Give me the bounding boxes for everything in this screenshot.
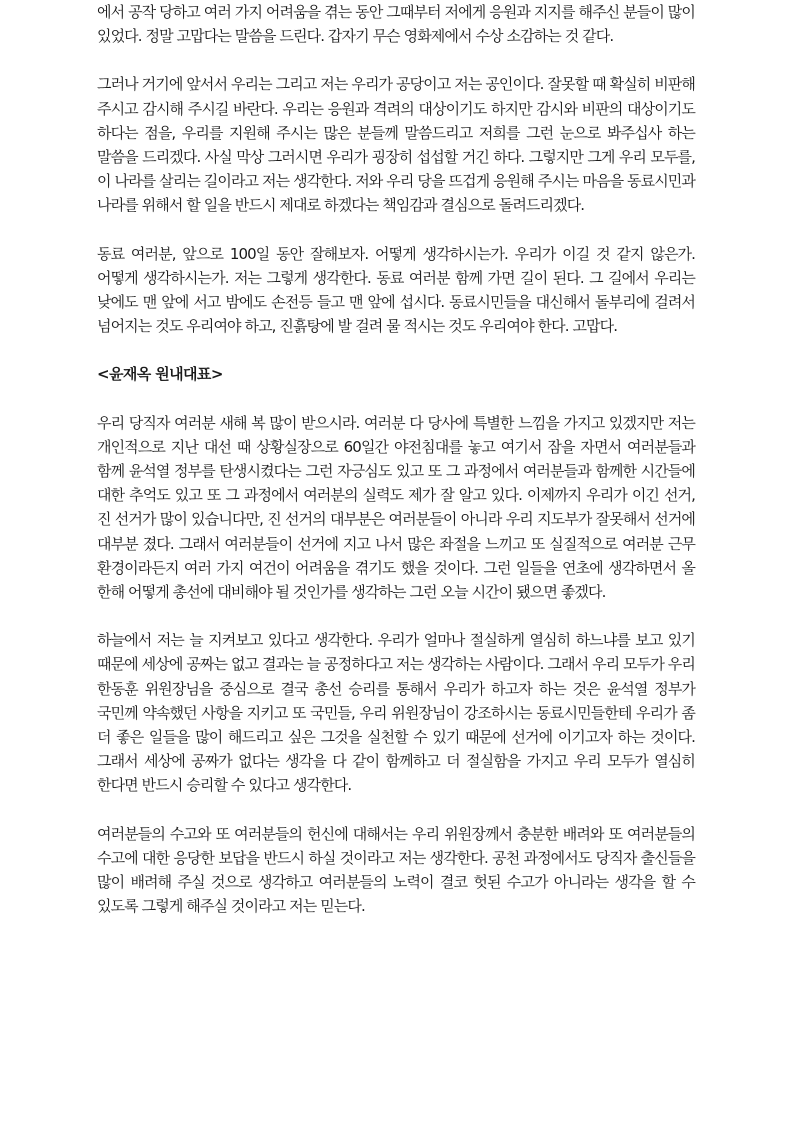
speaker-heading: <윤재옥 원내대표> (97, 365, 223, 384)
paragraph-2: 그러나 거기에 앞서서 우리는 그리고 저는 우리가 공당이고 저는 공인이다. 잘못할 때 확실히 비판해 주시고 감시해 주시길 바란다. 우리는 응원과 격려의 대상이기도 하지만 감시와 비판의 대상이기도 하다는 점을, 우리를 지원해 주시는 많은 분들께 말씀드리고 저희를 그런 눈으로 봐주십사 하는 말씀을 드리겠다. 사실 막상 그러시면 우리가 굉장히 섭섭할 거긴 하다. 그렇지만 그게 우리 모두를, 이 나라를 살리는 길이라고 저는 생각한다. 저와 우리 당을 뜨겁게 응원해 주시는 마음을 동료시민과 나라를 위해서 할 일을 반드시 제대로 하겠다는 책임감과 결심으로 돌려드리겠다. (97, 75, 695, 215)
paragraph-1: 에서 공작 당하고 여러 가지 어려움을 겪는 동안 그때부터 저에게 응원과 지지를 해주신 분들이 많이 있었다. 정말 고맙다는 말씀을 드린다. 갑자기 무슨 영화제에서 수상 소감하는 것 같다. (97, 3, 695, 46)
paragraph-3: 동료 여러분, 앞으로 100일 동안 잘해보자. 어떻게 생각하시는가. 우리가 이길 것 같지 않은가. 어떻게 생각하시는가. 저는 그렇게 생각한다. 동료 여러분 함께 가면 길이 된다. 그 길에서 우리는 낮에도 맨 앞에 서고 밤에도 손전등 들고 맨 앞에 섭시다. 동료시민들을 대신해서 돌부리에 걸려서 넘어지는 것도 우리여야 하고, 진흙탕에 발 걸려 물 적시는 것도 우리여야 한다. 고맙다. (97, 244, 695, 336)
document-page (97, 0, 695, 943)
paragraph-5: 하늘에서 저는 늘 지켜보고 있다고 생각한다. 우리가 얼마나 절실하게 열심히 하느냐를 보고 있기 때문에 세상에 공짜는 없고 결과는 늘 공정하다고 저는 생각하는 사람이다. 그래서 우리 모두가 우리 한동훈 위원장님을 중심으로 결국 총선 승리를 통해서 우리가 하고자 하는 것은 윤석열 정부가 국민께 약속했던 사항을 지키고 또 국민들, 우리 위원장님이 강조하시는 동료시민들한테 우리가 좀 더 좋은 일들을 많이 해드리고 싶은 그것을 실천할 수 있기 때문에 선거에 이기고자 하는 것이다. 그래서 세상에 공짜가 없다는 생각을 다 같이 함께하고 더 절실함을 가지고 우리 모두가 열심히 한다면 반드시 승리할 수 있다고 생각한다. (97, 631, 695, 795)
paragraph-6: 여러분들의 수고와 또 여러분들의 헌신에 대해서는 우리 위원장께서 충분한 배려와 또 여러분들의 수고에 대한 응당한 보답을 반드시 하실 것이라고 저는 생각한다. 공천 과정에서도 당직자 출신들을 많이 배려해 주실 것으로 생각하고 여러분들의 노력이 결코 헛된 수고가 아니라는 생각을 할 수 있도록 그렇게 해주실 것이라고 저는 믿는다. (97, 824, 695, 916)
paragraph-4: 우리 당직자 여러분 새해 복 많이 받으시라. 여러분 다 당사에 특별한 느낌을 가지고 있겠지만 저는 개인적으로 지난 대선 때 상황실장으로 60일간 야전침대를 놓고 여기서 잠을 자면서 여러분들과 함께 윤석열 정부를 탄생시켰다는 그런 자긍심도 있고 또 그 과정에서 여러분들과 함께한 시간들에 대한 추억도 있고 또 그 과정에서 여러분의 실력도 제가 잘 알고 있다. 이제까지 우리가 이긴 선거, 진 선거가 많이 있습니다만, 진 선거의 대부분은 여러분들이 아니라 우리 지도부가 잘못해서 선거에 대부분 졌다. 그래서 여러분들이 선거에 지고 나서 많은 좌절을 느끼고 또 실질적으로 여러분 근무 환경이라든지 여러 가지 여건이 어려움을 겪기도 했을 것이다. 그런 일들을 연초에 생각하면서 올 한해 어떻게 총선에 대비해야 될 것인가를 생각하는 그런 오늘 시간이 됐으면 좋겠다. (97, 413, 695, 602)
